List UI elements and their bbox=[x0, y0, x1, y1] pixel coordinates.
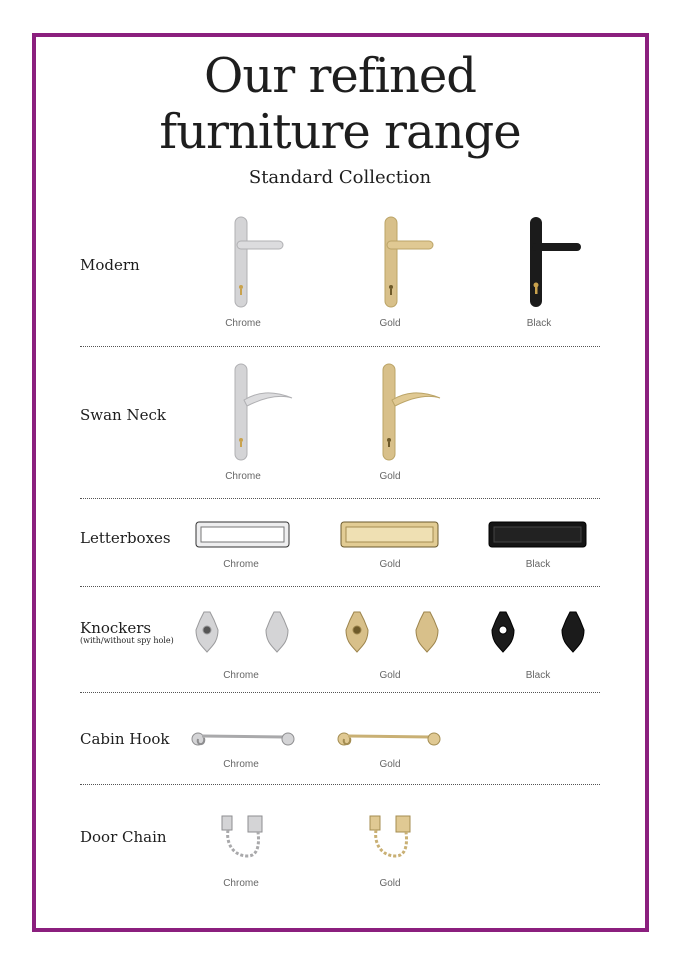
row-divider bbox=[80, 692, 600, 693]
caption-swan-neck-gold: Gold bbox=[379, 471, 401, 482]
knocker-gold-image bbox=[342, 608, 452, 658]
row-note-knockers: (with/without spy hole) bbox=[80, 636, 174, 645]
row-divider bbox=[80, 784, 600, 785]
row-label-letterboxes: Letterboxes bbox=[80, 529, 171, 547]
caption-knocker-gold: Gold bbox=[379, 670, 401, 681]
collection-subtitle: Standard Collection bbox=[248, 167, 432, 188]
page-title-line-1: Our refined bbox=[204, 48, 476, 104]
door-chain-chrome-image bbox=[220, 812, 270, 862]
knocker-chrome-image bbox=[192, 608, 302, 658]
caption-modern-gold: Gold bbox=[379, 318, 401, 329]
row-label-modern: Modern bbox=[80, 256, 140, 274]
letterbox-chrome-image bbox=[195, 521, 291, 549]
caption-letterbox-chrome: Chrome bbox=[223, 559, 259, 570]
page-title-line-2: furniture range bbox=[159, 104, 521, 160]
letterbox-black-image bbox=[488, 521, 588, 549]
caption-modern-chrome: Chrome bbox=[225, 318, 261, 329]
cabin-hook-chrome-image bbox=[188, 728, 298, 750]
caption-modern-black: Black bbox=[526, 318, 552, 329]
row-divider bbox=[80, 586, 600, 587]
caption-letterbox-gold: Gold bbox=[379, 559, 401, 570]
caption-cabin-hook-gold: Gold bbox=[379, 759, 401, 770]
swan-neck-handle-gold-image bbox=[380, 362, 450, 464]
modern-handle-chrome-image bbox=[226, 215, 296, 310]
row-label-door-chain: Door Chain bbox=[80, 828, 167, 846]
caption-door-chain-gold: Gold bbox=[379, 878, 401, 889]
row-label-swan-neck: Swan Neck bbox=[80, 406, 166, 424]
door-chain-gold-image bbox=[368, 812, 418, 862]
caption-swan-neck-chrome: Chrome bbox=[225, 471, 261, 482]
caption-cabin-hook-chrome: Chrome bbox=[223, 759, 259, 770]
row-label-cabin-hook: Cabin Hook bbox=[80, 730, 170, 748]
letterbox-gold-image bbox=[340, 521, 440, 549]
row-divider bbox=[80, 498, 600, 499]
row-divider bbox=[80, 346, 600, 347]
cabin-hook-gold-image bbox=[334, 728, 444, 750]
caption-door-chain-chrome: Chrome bbox=[223, 878, 259, 889]
swan-neck-handle-chrome-image bbox=[232, 362, 302, 464]
caption-letterbox-black: Black bbox=[525, 559, 551, 570]
modern-handle-black-image bbox=[521, 215, 591, 310]
caption-knocker-chrome: Chrome bbox=[223, 670, 259, 681]
knocker-black-image bbox=[488, 608, 598, 658]
row-label-knockers: Knockers bbox=[80, 619, 152, 637]
modern-handle-gold-image bbox=[376, 215, 446, 310]
caption-knocker-black: Black bbox=[525, 670, 551, 681]
